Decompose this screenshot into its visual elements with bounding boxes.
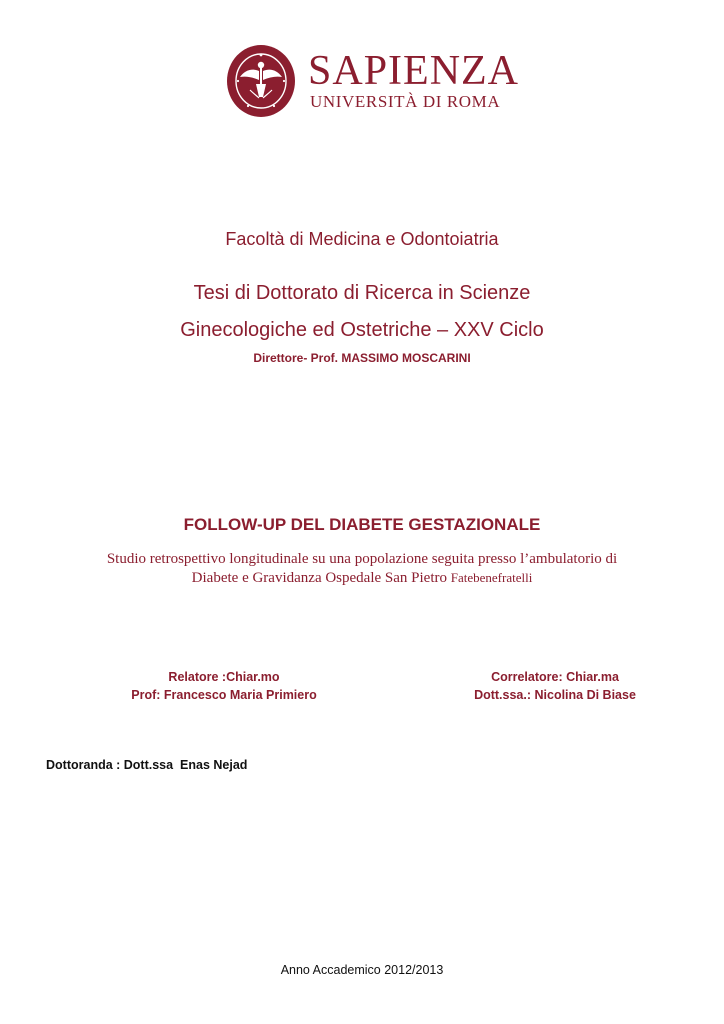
logo-university-name: UNIVERSITÀ DI ROMA: [310, 92, 501, 111]
logo-wordmark: SAPIENZA: [308, 48, 520, 94]
dissertation-title: FOLLOW-UP DEL DIABETE GESTAZIONALE: [183, 515, 541, 534]
director-line: Direttore- Prof. MASSIMO MOSCARINI: [253, 351, 471, 365]
thesis-title-line-2: Ginecologiche ed Ostetriche – XXV Ciclo: [180, 319, 544, 341]
correlatore-role: Correlatore: Chiar.ma: [491, 670, 619, 684]
dissertation-subtitle-line-1: Studio retrospettivo longitudinale su una popolazione seguita presso l’ambulatorio di: [106, 551, 618, 567]
candidate-name: Dottoranda : Dott.ssa Enas Nejad: [46, 758, 248, 772]
faculty-name: Facoltà di Medicina e Odontoiatria: [225, 229, 499, 249]
sapienza-seal-icon: [226, 44, 296, 118]
thesis-title-line-1: Tesi di Dottorato di Ricerca in Scienze: [193, 282, 531, 304]
subtitle-main-text: Diabete e Gravidanza Ospedale San Pietro: [191, 570, 447, 586]
dissertation-subtitle-line-2: [0, 569, 724, 587]
relatore-role: Relatore :Chiar.mo: [168, 670, 280, 684]
subtitle-small-text: Fatebenefratelli: [450, 570, 533, 585]
correlatore-name: Dott.ssa.: Nicolina Di Biase: [474, 688, 636, 702]
relatore-name: Prof: Francesco Maria Primiero: [131, 688, 317, 702]
academic-year: Anno Accademico 2012/2013: [280, 963, 444, 977]
